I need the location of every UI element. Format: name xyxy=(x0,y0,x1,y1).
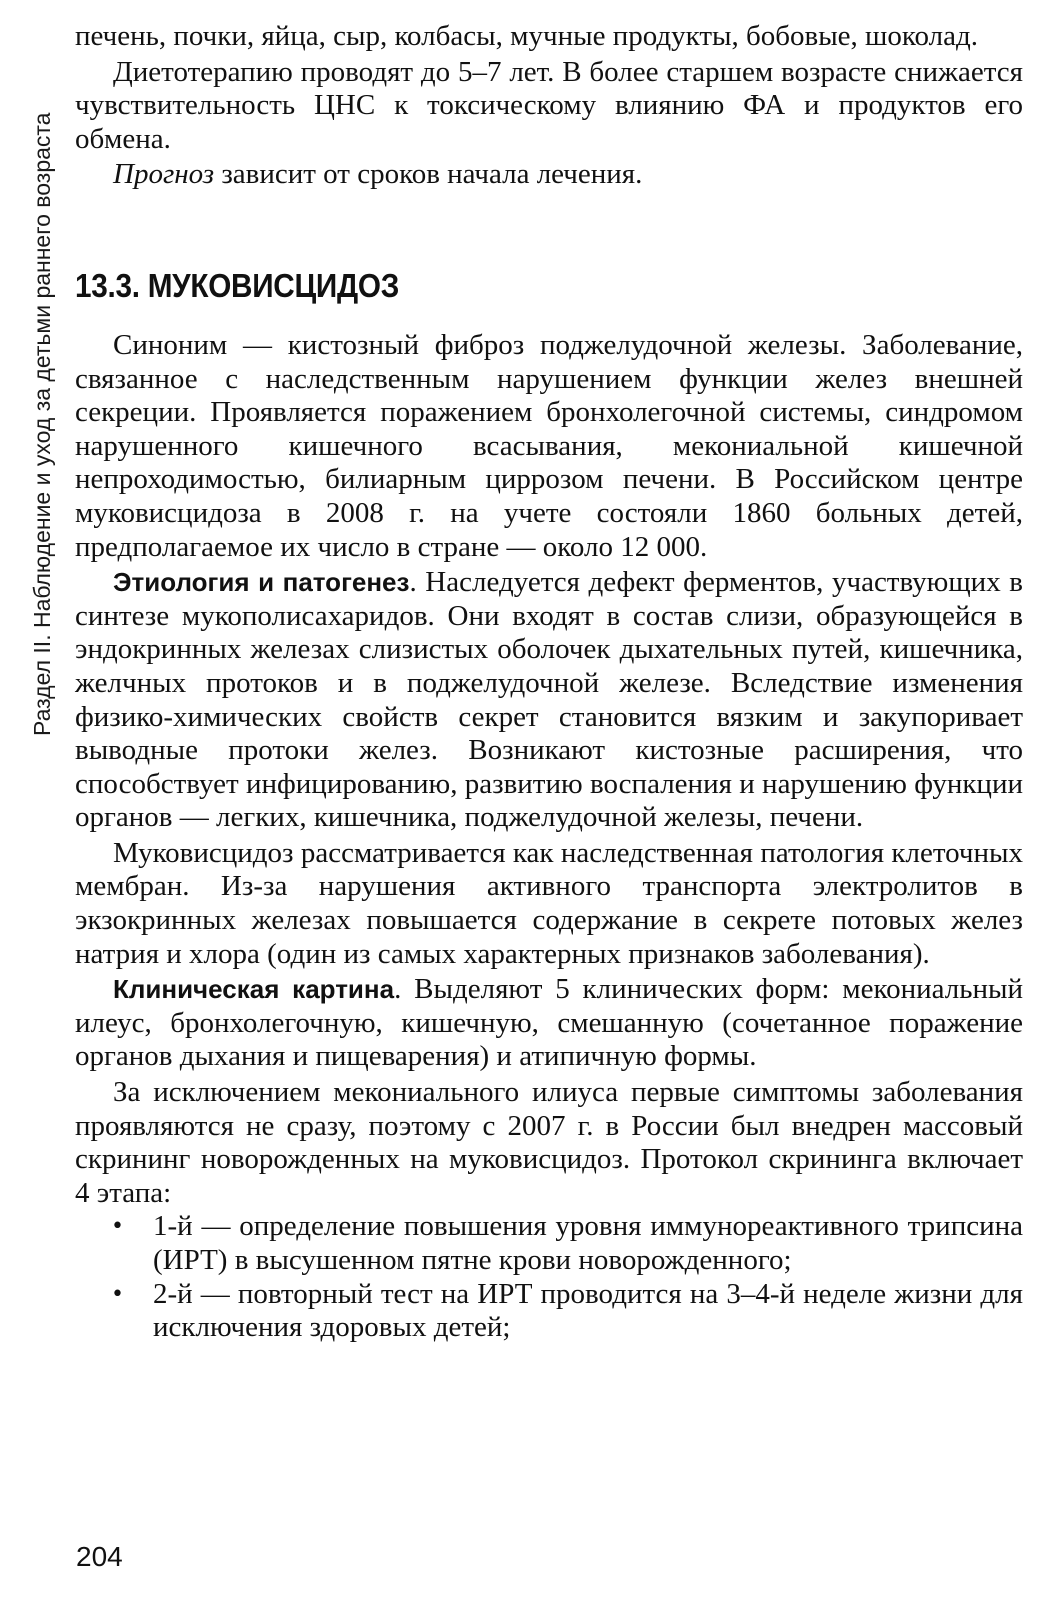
etiology-text: . Наследуется дефект ферментов, участвующих в синтезе мукополисахаридов. Они входят в состав слизи, образующейся в эндокринных железах слизистых оболочек дыхательных путей, кишечника, желчных протоков и в поджелудочной железе. Вследствие изменения физико-химических свойств секрет становится вязким и закупоривает выводные протоки желез. Возникают кистозные расширения, что способствует инфицированию, развитию воспаления и нарушению функции органов — легких, кишечника, поджелудочной железы, печени. xyxy=(75,566,1024,834)
list-item-text: 1-й — определение повышения уровня иммунореактивного трипсина (ИРТ) в высушенном пятне крови новорожденного; xyxy=(153,1210,1023,1276)
intro-paragraph-3 xyxy=(75,158,1023,192)
clinical-text: . Выделяют 5 клинических форм: мекониальный илеус, бронхолегочную, кишечную, смешанную (сочетанное поражение органов дыхания и пищеварения) и атипичную формы. xyxy=(75,973,1023,1073)
definition-paragraph: Синоним — кистозный фиброз поджелудочной железы. Заболевание, связанное с наследственным нарушением функции желез внешней секреции. Проявляется поражением бронхолегочной системы, синдромом нарушенного кишечного всасывания, мекониальной кишечной непроходимостью, билиарным циррозом печени. В Российском центре муковисцидоза в 2008 г. на учете состояли 1860 больных детей, предполагаемое их число в стране — около 12 000. xyxy=(75,328,1023,563)
etiology-paragraph xyxy=(75,566,1023,835)
section-title: 13.3. МУКОВИСЦИДОЗ xyxy=(75,266,400,304)
page-content xyxy=(75,20,1023,1345)
page-number: 204 xyxy=(76,1541,123,1572)
list-item xyxy=(75,1278,1023,1345)
prognosis-text: зависит от сроков начала лечения. xyxy=(214,158,643,191)
bullet-icon: • xyxy=(111,1281,124,1307)
intro-paragraph-2: Диетотерапию проводят до 5–7 лет. В более старшем возрасте снижается чувствительность ЦНС к токсическому влиянию ФА и продуктов его обмена. xyxy=(75,55,1023,155)
intro-paragraph-1: печень, почки, яйца, сыр, колбасы, мучные продукты, бобовые, шоколад. xyxy=(75,20,978,52)
screening-steps-list xyxy=(75,1210,1023,1344)
list-item xyxy=(75,1210,1023,1277)
etiology-heading: Этиология и патогенез xyxy=(113,567,410,598)
list-item-text: 2-й — повторный тест на ИРТ проводится на 3–4-й неделе жизни для исключения здоровых детей; xyxy=(153,1277,1023,1344)
prognosis-label: Прогноз xyxy=(113,158,215,191)
membrane-paragraph: Муковисцидоз рассматривается как наследственная патология клеточных мембран. Из-за нарушения активного транспорта электролитов в экзокринных железах повышается содержание в секрете потовых желез натрия и хлора (один из самых характерных признаков заболевания). xyxy=(75,836,1023,970)
clinical-heading: Клиническая картина xyxy=(113,974,395,1005)
screening-paragraph: За исключением мекониального илиуса первые симптомы заболевания проявляются не сразу, поэтому с 2007 г. в России был внедрен массовый скрининг новорожденных на муковисцидоз. Протокол скрининга включает 4 этапа: xyxy=(75,1076,1023,1209)
clinical-paragraph xyxy=(75,973,1023,1074)
running-header: Раздел II. Наблюдение и уход за детьми раннего возраста xyxy=(29,112,55,736)
bullet-icon: • xyxy=(111,1214,124,1240)
